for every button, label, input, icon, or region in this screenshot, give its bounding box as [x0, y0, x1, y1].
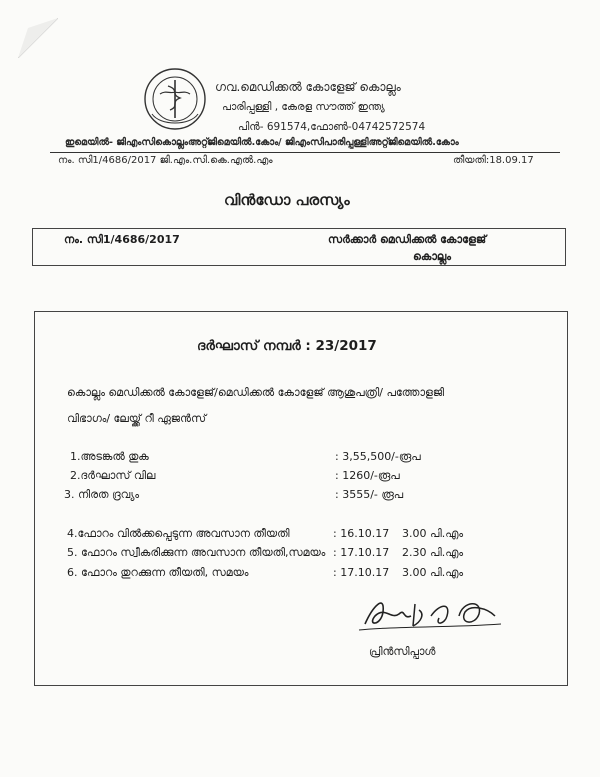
schedule-date-sale: : 16.10.17	[333, 527, 390, 540]
amount-label-deposit: 3. നിരത ദ്രവ്യം	[64, 488, 140, 501]
schedule-time-receipt: 2.30 പി.എം	[402, 546, 464, 559]
schedule-date-opening: : 17.10.17	[333, 566, 390, 579]
handwritten-signature	[355, 586, 505, 636]
institution-email: ഇമെയിൽ- ജിഎംസികൊല്ലംഅറ്റ്ജിമെയിൽ.കോം/ ജിഎംസിപാരിപ്പള്ളിഅറ്റ്ജിമെയിൽ.കോം	[65, 137, 459, 148]
schedule-time-sale: 3.00 പി.എം	[402, 527, 464, 540]
institution-pin-phone: പിൻ- 691574,ഫോൺ-04742572574	[238, 121, 426, 133]
reference-number: നം. സി1/4686/2017 ജി.എം.സി.കെ.എൽ.എം	[58, 155, 273, 166]
amount-label-estimate: 1.അടങ്കൽ തുക	[70, 450, 149, 463]
institution-name: ഗവ.മെഡിക്കൽ കോളേജ് കൊല്ലം	[215, 80, 401, 94]
schedule-label-receipt: 5. ഫോറം സ്വീകരിക്കുന്ന അവസാന തീയതി,സമയം	[67, 546, 326, 559]
schedule-label-sale: 4.ഫോറം വിൽക്കപ്പെടുന്ന അവസാന തീയതി	[67, 527, 290, 540]
reference-box-place: കൊല്ലം	[413, 250, 451, 263]
reference-box-number: നം. സി1/4686/2017	[64, 233, 180, 246]
tender-purpose-line1: കൊല്ലം മെഡിക്കൽ കോളേജ്/മെഡിക്കൽ കോളേജ് ആശുപത്രി/ പത്തോളജി	[67, 386, 445, 399]
amount-value-form-price: : 1260/-രൂപ	[335, 469, 400, 482]
tender-number-heading: ദർഘാസ് നമ്പർ : 23/2017	[197, 338, 377, 354]
folded-corner	[18, 18, 58, 58]
amount-label-form-price: 2.ദർഘാസ് വില	[70, 469, 156, 482]
tender-purpose-line2: വിഭാഗം/ ലേയ്ക്ക് റീ ഏജൻസ്	[67, 412, 207, 425]
schedule-date-receipt: : 17.10.17	[333, 546, 390, 559]
amount-value-deposit: : 3555/- രൂപ	[335, 488, 404, 501]
reference-box-office: സർക്കാർ മെഡിക്കൽ കോളേജ്	[328, 233, 487, 246]
institution-address: പാരിപ്പള്ളി , കേരള സൗത്ത് ഇന്ത്യ	[222, 101, 385, 113]
schedule-time-opening: 3.00 പി.എം	[402, 566, 464, 579]
notice-title: വിൻഡോ പരസ്യം	[224, 191, 350, 209]
schedule-label-opening: 6. ഫോറം തുറക്കുന്ന തീയതി, സമയം	[67, 566, 249, 579]
amount-value-estimate: : 3,55,500/-രൂപ	[335, 450, 421, 463]
signatory-title: പ്രിൻസിപ്പാൾ	[369, 645, 436, 658]
college-emblem-icon	[140, 64, 210, 134]
header-rule	[50, 152, 560, 153]
reference-date: തീയതി:18.09.17	[453, 155, 534, 166]
